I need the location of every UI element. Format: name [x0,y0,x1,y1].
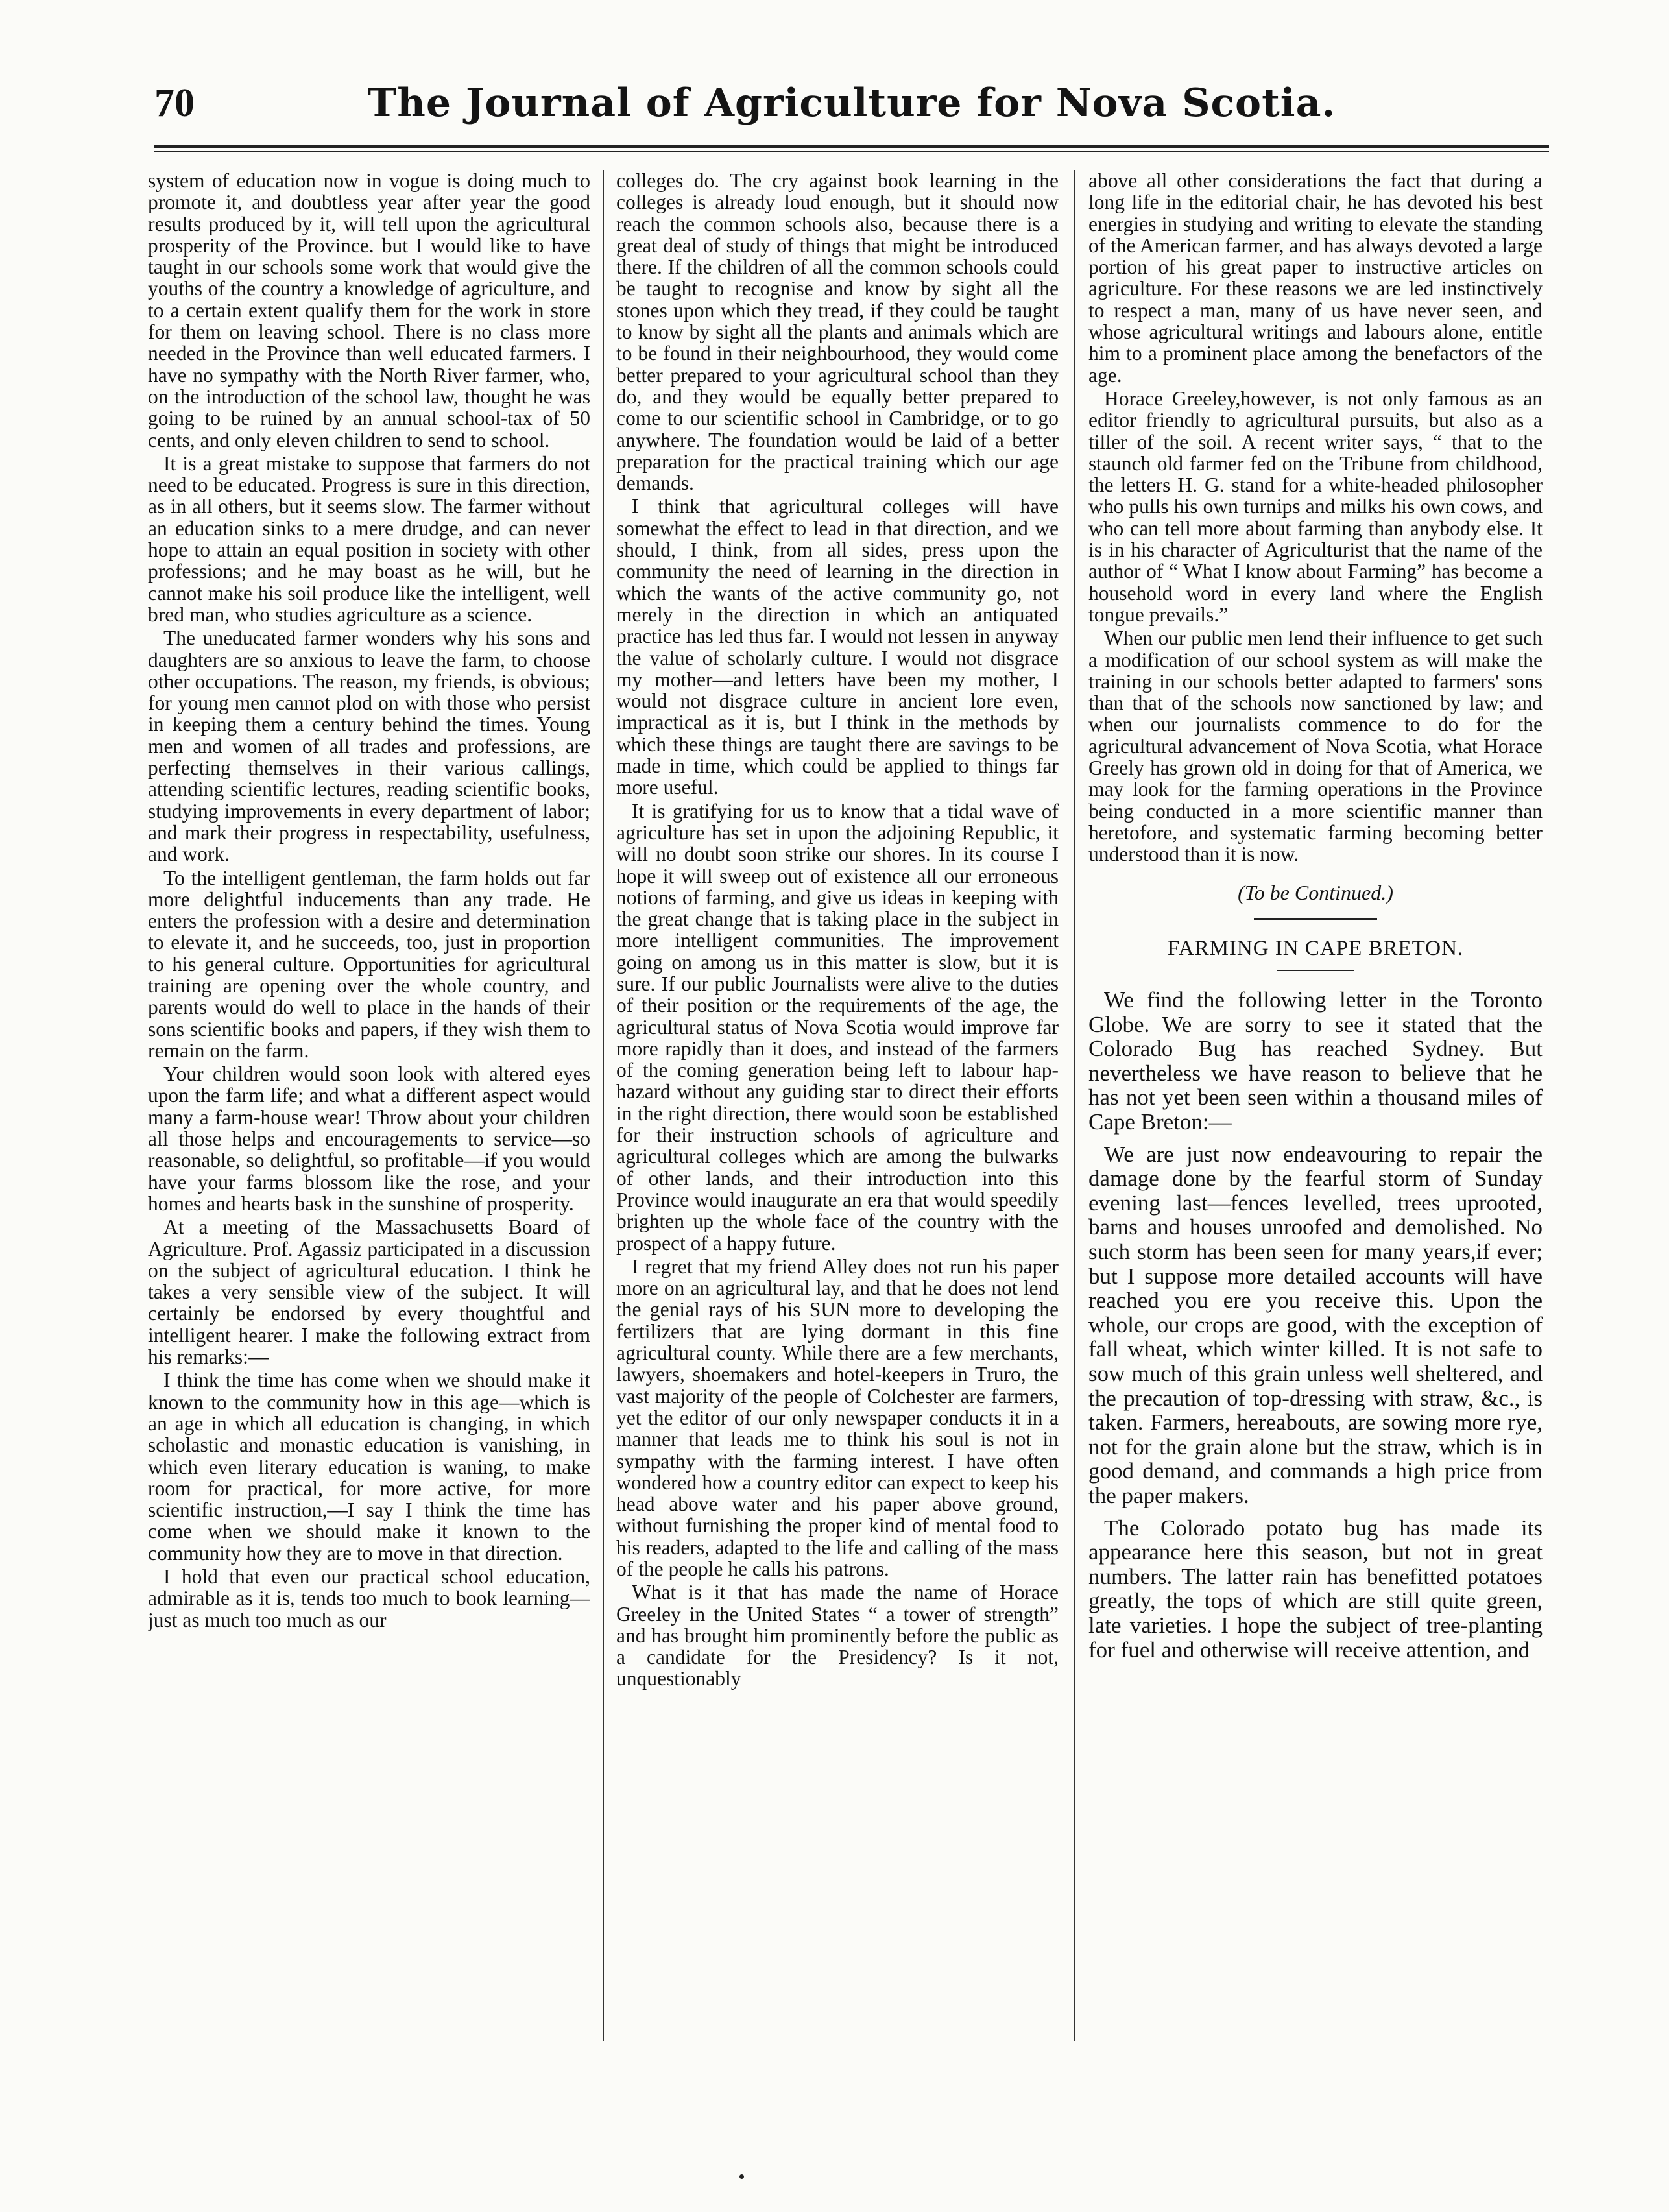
paragraph: above all other considerations the fact that during a long life in the editorial chair, he has devoted his best energies in studying and writing to elevate the standing of the American farmer, and has always devoted a large portion of his great paper to instructive articles on agriculture. For these reasons we are led instinctively to respect a man, many of us have never seen, and whose agricultural writings and labours alone, entitle him to a prominent place among the benefactors of the age. [1088,170,1543,387]
paragraph: I regret that my friend Alley does not run his paper more on an agricultural lay, and that he does not lend the genial rays of his SUN more to developing the fertilizers that are lying dormant in this fine agricultural county. While there are a few merchants, lawyers, shoemakers and hotel-keepers in Truro, the vast majority of the people of Colchester are farmers, yet the editor of our only newspaper conducts it in a manner that leads me to think his soul is not in sympathy with the farming interest. I have often wondered how a country editor can expect to keep his head above water and his paper above ground, without furnishing the proper kind of mental food to his readers, adapted to the life and calling of the mass of the people he calls his patrons. [616,1255,1059,1580]
paragraph: To the intelligent gentleman, the farm holds out far more delightful inducements than any trade. He enters the profession with a desire and determination to elevate it, and he succeeds, too, just in proportion to his general culture. Opportunities for agricultural training are opening over the whole country, and parents would do well to place in the hands of their sons scientific books and papers, if they wish them to remain on the farm. [148,866,590,1062]
paragraph: When our public men lend their influence to get such a modification of our school system as will make the training in our schools better adapted to farmers' sons than that of the schools now sanctioned by law; and when our journalists commence to do for the agricultural advancement of Nova Scotia, what Horace Greely has grown old in doing for that of America, we may look for the farming operations in the Province being conducted in a more scientific manner than heretofore, and systematic farming becoming better understood than it is now. [1088,627,1543,866]
text-column-3 [1088,170,1543,2038]
paragraph: The Colorado potato bug has made its appearance here this season, but not in great numbers. The latter rain has benefitted potatoes greatly, the tops of which are still quite green, late varieties. I hope the subject of tree-planting for fuel and otherwise will receive attention, and [1088,1515,1543,1663]
text-column-1 [148,170,590,2038]
paragraph: I hold that even our practical school education, admirable as it is, tends too much to book learning—just as much too much as our [148,1565,590,1631]
journal-title: The Journal of Agriculture for Nova Scotia. [367,80,1336,126]
paragraph: It is a great mistake to suppose that farmers do not need to be educated. Progress is sure in this direction, as in all others, but it seems slow. The farmer without an education sinks to a mere drudge, and can never hope to attain an equal position in society with other professions; and he may boast as he will, but he cannot make his soil produce like the intelligent, well bred man, who studies agriculture as a science. [148,451,590,626]
paragraph: It is gratifying for us to know that a tidal wave of agriculture has set in upon the adjoining Republic, it will no doubt soon strike our shores. In its course I hope it will sweep out of existence all our erroneous notions of farming, and give us ideas in keeping with the great change that is taking place in the subject in more intelligent communities. The improvement going on among us in this matter is slow, but it is sure. If our public Journalists were alive to the duties of their position or the requirements of the age, the agricultural status of Nova Scotia would improve far more rapidly than it does, and instead of the farmers of the coming generation being left to labour hap-hazard without any guiding star to direct their efforts in the right direction, there would soon be established for their instruction schools of agriculture and agricultural colleges which are among the bulwarks of other lands, and their introduction into this Province would inaugurate an era that would speedily brighten up the whole face of the country with the prospect of a happy future. [616,799,1059,1255]
paragraph: What is it that has made the name of Horace Greeley in the United States “ a tower of strength” and has brought him prominently before the public as a candidate for the Presidency? Is it not, unquestionably [616,1581,1059,1690]
text-column-2 [616,170,1059,2038]
paragraph: colleges do. The cry against book learning in the colleges is already loud enough, but it should now reach the common schools also, because there is a great deal of study of things that might be introduced there. If the children of all the common schools could be taught to recognise and know by sight all the stones upon which they tread, if they could be taught to know by sight all the plants and animals which are to be found in their neighbourhood, they would come better prepared to your agricultural school than they do, and they would be equally better prepared to come to our scientific school in Cambridge, or to go anywhere. The foundation would be laid of a better preparation for the practical training which our age demands. [616,170,1059,495]
heading-underline [1277,970,1354,971]
paragraph: system of education now in vogue is doing much to promote it, and doubtless year after year the good results produced by it, will tell upon the agricultural prosperity of the Province. but I would like to have taught in our schools some work that would give the youths of the country a knowledge of agriculture, and to a certain extent qualify them for the work in store for them on leaving school. There is no class more needed in the Province than well educated farmers. I have no sympathy with the North River farmer, who, on the introduction of the school law, thought he was going to be ruined by an annual school-tax of 50 cents, and only eleven children to send to school. [148,170,590,451]
section-heading: FARMING IN CAPE BRETON. [1167,936,1464,960]
header-rule-thick [154,145,1549,148]
column-divider [1074,170,1075,2041]
paragraph: Your children would soon look with altered eyes upon the farm life; and what a different aspect would many a farm-house wear! Throw about your children all those helps and encouragements to service—so reasonable, so delightful, so profitable—if you would have your farms blossom like the rose, and your homes and hearts bask in the sunshine of prosperity. [148,1063,590,1215]
paragraph: I think that agricultural colleges will have somewhat the effect to lead in that direction, and we should, I think, from all sides, press upon the community the need of learning in the direction in which the wants of the active community go, not merely in the direction in which an antiquated practice has led thus far. I would not lessen in anyway the value of scholarly culture. I would not disgrace my mother—and letters have been my mother, I would not disgrace culture in ancient lore even, impractical as it is, but I think in the methods by which these things are taught there are savings to be made in time, which could be applied to things far more useful. [616,495,1059,799]
section-divider [1254,918,1377,920]
page-header [154,77,1549,130]
paragraph: The uneducated farmer wonders why his sons and daughters are so anxious to leave the farm, to choose other occupations. The reason, my friends, is obvious; for young men cannot plod on with those who persist in keeping them a century behind the times. Young men and women of all trades and professions, are perfecting themselves in their various callings, attending scientific lectures, reading scientific books, studying improvements in every department of labor; and mark their progress in respectability, usefulness, and work. [148,627,590,866]
to-be-continued-note: (To be Continued.) [1238,880,1393,904]
paragraph: I think the time has come when we should make it known to the community how in this age—which is an age in which all education is changing, in which scholastic and monastic education is vanishing, in which even literary education is waning, to make room for practical, for more active, for more scientific instruction,—I say I think the time has come when we should make it known to the community how they are to move in that direction. [148,1369,590,1565]
printer-mark [739,2174,744,2179]
paragraph: Horace Greeley,however, is not only famous as an editor friendly to agricultural pursuits, but also as a tiller of the soil. A recent writer says, “ that to the staunch old farmer fed on the Tribune from childhood, the letters H. G. stand for a white-headed philosopher who pulls his own turnips and milks his own cows, and who can tell more about farming than anybody else. It is in his character of Agriculturist that the name of the author of “ What I know about Farming” has become a household word in every land where the English tongue prevails.” [1088,387,1543,626]
header-rule-thin [154,151,1549,152]
column-divider [603,170,604,2041]
page-number: 70 [154,81,195,125]
paragraph: At a meeting of the Massachusetts Board of Agriculture. Prof. Agassiz participated in a discussion on the subject of agricultural education. I think he takes a very sensible view of the subject. It will certainly be endorsed by every thoughtful and intelligent hearer. I make the following extract from his remarks:— [148,1216,590,1369]
paragraph: We find the following letter in the Toronto Globe. We are sorry to see it stated that the Colorado Bug has reached Sydney. But nevertheless we have reason to believe that he has not yet been seen within a thousand miles of Cape Breton:— [1088,987,1543,1135]
paragraph: We are just now endeavouring to repair the damage done by the fearful storm of Sunday evening last—fences levelled, trees uprooted, barns and houses unroofed and demolished. No such storm has been seen for many years,if ever; but I suppose more detailed accounts will have reached you ere you receive this. Upon the whole, our crops are good, with the exception of fall wheat, which winter killed. It is not safe to sow much of this grain unless well sheltered, and the precaution of top-dressing with straw, &c., is taken. Farmers, hereabouts, are sowing more rye, not for the grain alone but the straw, which is in good demand, and commands a high price from the paper makers. [1088,1141,1543,1508]
